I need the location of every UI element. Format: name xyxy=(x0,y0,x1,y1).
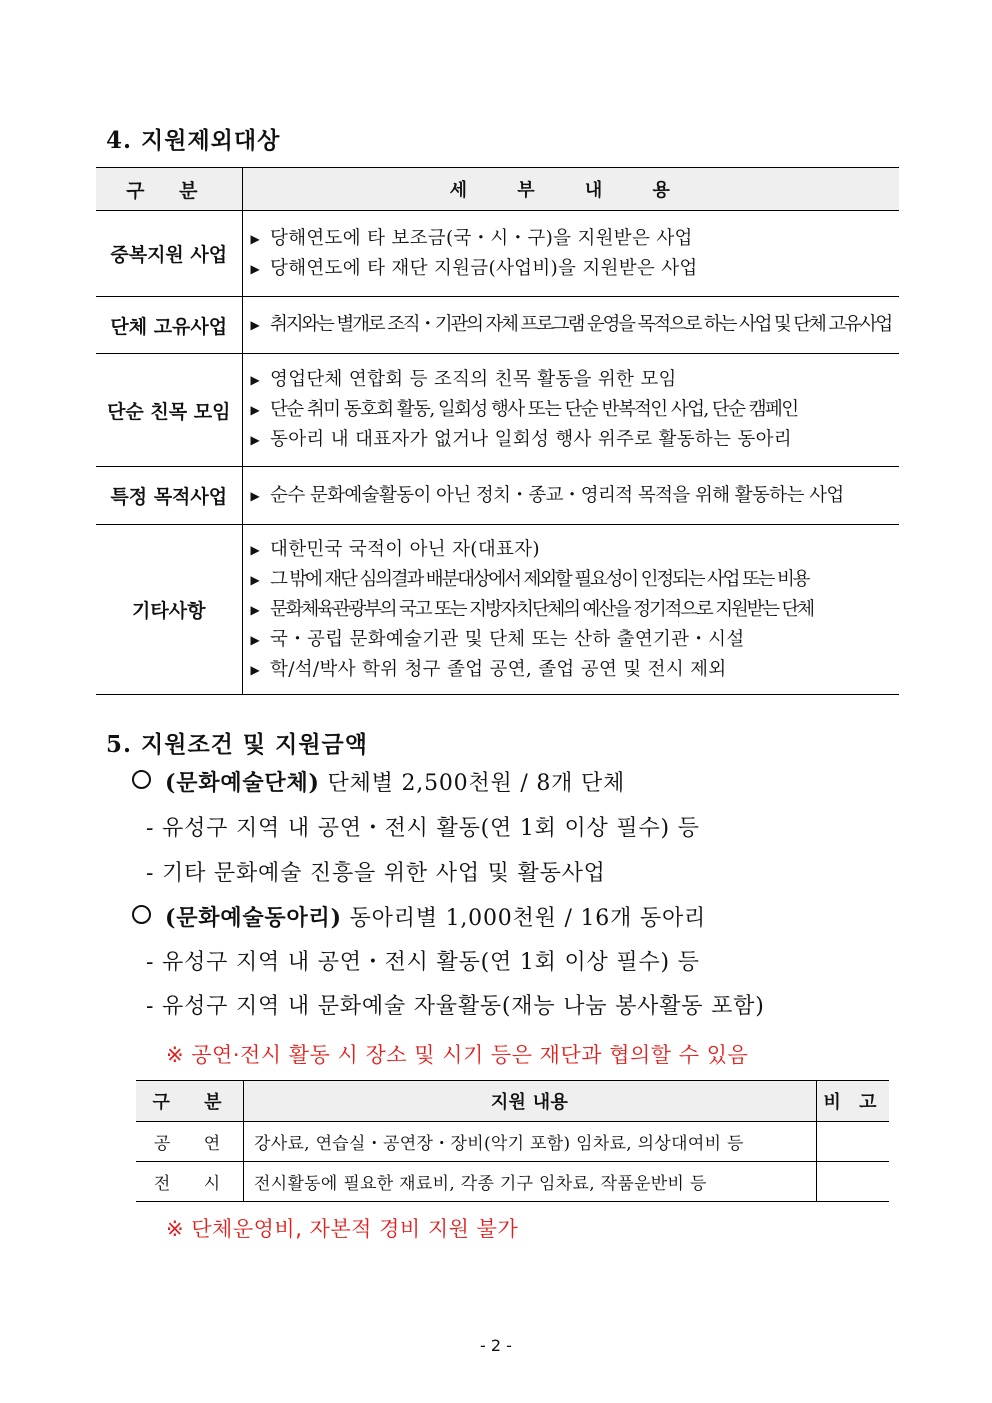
arrow-bullet-icon: ▶ xyxy=(250,488,261,503)
table-row xyxy=(96,211,899,297)
note-no-operating-costs: ※ 단체운영비, 자본적 경비 지원 불가 xyxy=(166,1217,519,1241)
list-item xyxy=(251,655,891,685)
page-number: - 2 - xyxy=(480,1336,512,1355)
list-item xyxy=(251,395,891,425)
list-item xyxy=(251,565,891,595)
header-remark: 비 고 xyxy=(817,1081,890,1122)
list-item xyxy=(251,224,891,254)
row-category: 공 연 xyxy=(136,1122,244,1162)
arrow-bullet-icon: ▶ xyxy=(250,403,261,417)
list-item xyxy=(251,481,891,511)
detail-text: 대한민국 국적이 아닌 자(대표자) xyxy=(270,538,540,560)
list-item xyxy=(251,625,891,655)
list-item: - 유성구 지역 내 공연・전시 활동(연 1회 이상 필수) 등 xyxy=(146,816,700,841)
table-row xyxy=(96,297,899,354)
detail-text: 학/석/박사 학위 청구 졸업 공연, 졸업 공연 및 전시 제외 xyxy=(270,658,727,680)
row-details xyxy=(242,297,899,354)
group-heading-label: (문화예술단체) xyxy=(165,770,320,796)
detail-text: 당해연도에 타 재단 지원금(사업비)을 지원받은 사업 xyxy=(270,257,698,279)
list-item: - 기타 문화예술 진흥을 위한 사업 및 활동사업 xyxy=(146,861,606,886)
arrow-bullet-icon: ▶ xyxy=(250,261,261,276)
table-header-row xyxy=(96,168,899,211)
arrow-bullet-icon: ▶ xyxy=(250,318,261,332)
arrow-bullet-icon: ▶ xyxy=(250,542,261,557)
group-heading-label: (문화예술동아리) xyxy=(165,905,342,931)
row-content: 강사료, 연습실・공연장・장비(악기 포함) 임차료, 의상대여비 등 xyxy=(244,1122,817,1162)
note-consultation: ※ 공연·전시 활동 시 장소 및 시기 등은 재단과 협의할 수 있음 xyxy=(166,1043,749,1067)
row-category: 중복지원 사업 xyxy=(96,211,242,297)
arrow-bullet-icon: ▶ xyxy=(250,632,261,647)
list-item: - 유성구 지역 내 문화예술 자율활동(재능 나눔 봉사활동 포함) xyxy=(146,994,765,1019)
row-category: 단순 친목 모임 xyxy=(96,354,242,467)
arrow-bullet-icon: ▶ xyxy=(250,662,261,677)
support-table xyxy=(136,1080,889,1202)
row-remark xyxy=(817,1122,890,1162)
detail-text: 동아리 내 대표자가 없거나 일회성 행사 위주로 활동하는 동아리 xyxy=(270,429,792,450)
header-content: 지원 내용 xyxy=(244,1081,817,1122)
row-category: 특정 목적사업 xyxy=(96,467,242,525)
row-details xyxy=(242,354,899,467)
arrow-bullet-icon: ▶ xyxy=(250,572,261,587)
section-4-title: 4. 지원제외대상 xyxy=(106,127,281,154)
list-item xyxy=(251,365,891,395)
section-5-title: 5. 지원조건 및 지원금액 xyxy=(106,731,368,758)
group-amount: 동아리별 1,000천원 / 16개 동아리 xyxy=(349,906,707,931)
arrow-bullet-icon: ▶ xyxy=(250,433,261,447)
list-item xyxy=(251,254,891,284)
table-row xyxy=(96,354,899,467)
detail-text: 문화체육관광부의 국고 또는 지방자치단체의 예산을 정기적으로 지원받는 단체 xyxy=(270,598,813,620)
detail-text: 순수 문화예술활동이 아닌 정치・종교・영리적 목적을 위해 활동하는 사업 xyxy=(270,484,844,506)
header-category: 구 분 xyxy=(136,1081,244,1122)
group-heading-arts-organization xyxy=(132,766,625,797)
detail-text: 영업단체 연합회 등 조직의 친목 활동을 위한 모임 xyxy=(270,369,677,390)
row-details xyxy=(242,525,899,695)
exclusion-table xyxy=(96,167,899,695)
table-row xyxy=(96,525,899,695)
table-row xyxy=(96,467,899,525)
group-heading-arts-club xyxy=(132,901,706,932)
detail-text: 단순 취미 동호회 활동, 일회성 행사 또는 단순 반복적인 사업, 단순 캠페인 xyxy=(270,399,798,420)
header-category: 구 분 xyxy=(96,168,242,211)
arrow-bullet-icon: ▶ xyxy=(250,373,261,387)
table-row xyxy=(136,1122,889,1162)
list-item xyxy=(251,535,891,565)
row-category: 기타사항 xyxy=(96,525,242,695)
row-category: 단체 고유사업 xyxy=(96,297,242,354)
header-details: 세 부 내 용 xyxy=(242,168,899,211)
table-row xyxy=(136,1162,889,1202)
row-content: 전시활동에 필요한 재료비, 각종 기구 임차료, 작품운반비 등 xyxy=(244,1162,817,1202)
group-amount: 단체별 2,500천원 / 8개 단체 xyxy=(327,771,626,796)
table-header-row xyxy=(136,1081,889,1122)
list-item xyxy=(251,595,891,625)
circle-bullet-icon xyxy=(132,905,151,924)
row-details xyxy=(242,211,899,297)
row-details xyxy=(242,467,899,525)
arrow-bullet-icon: ▶ xyxy=(250,602,261,617)
list-item: - 유성구 지역 내 공연・전시 활동(연 1회 이상 필수) 등 xyxy=(146,950,700,975)
row-category: 전 시 xyxy=(136,1162,244,1202)
row-remark xyxy=(817,1162,890,1202)
detail-text: 국・공립 문화예술기관 및 단체 또는 산하 출연기관・시설 xyxy=(270,628,745,650)
arrow-bullet-icon: ▶ xyxy=(250,231,261,246)
list-item xyxy=(251,310,891,340)
circle-bullet-icon xyxy=(132,770,151,789)
detail-text: 당해연도에 타 보조금(국・시・구)을 지원받은 사업 xyxy=(270,227,693,249)
detail-text: 그 밖에 재단 심의결과 배분대상에서 제외할 필요성이 인정되는 사업 또는 비용 xyxy=(270,568,809,590)
detail-text: 취지와는 별개로 조직・기관의 자체 프로그램 운영을 목적으로 하는 사업 및 단체 고유사업 xyxy=(270,314,891,335)
list-item xyxy=(251,425,891,455)
